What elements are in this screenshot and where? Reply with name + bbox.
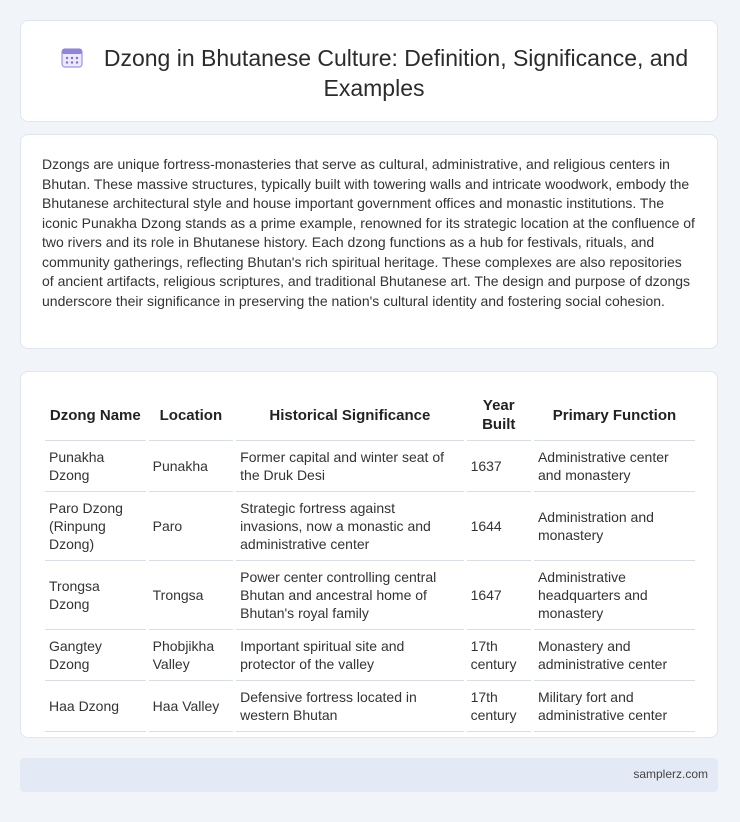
table-row — [45, 561, 695, 630]
cell-dzong-name: Trongsa Dzong — [45, 561, 146, 630]
cell-significance: Defensive fortress located in western Bhutan — [236, 681, 463, 732]
cell-significance: Important spiritual site and protector of the valley — [236, 630, 463, 681]
cell-function: Administration and monastery — [534, 492, 695, 561]
cell-year: 17th century — [467, 681, 531, 732]
table-header-row — [45, 392, 695, 441]
cell-dzong-name: Gangtey Dzong — [45, 630, 146, 681]
table-row — [45, 681, 695, 732]
cell-significance: Power center controlling central Bhutan and ancestral home of Bhutan's royal family — [236, 561, 463, 630]
footer-bar — [20, 758, 718, 792]
cell-function: Administrative headquarters and monastery — [534, 561, 695, 630]
header-historical-significance: Historical Significance — [236, 392, 463, 441]
cell-location: Punakha — [149, 441, 234, 492]
header-location: Location — [149, 392, 234, 441]
header-card — [20, 20, 718, 122]
header-primary-function: Primary Function — [534, 392, 695, 441]
cell-dzong-name: Paro Dzong (Rinpung Dzong) — [45, 492, 146, 561]
table-card — [20, 371, 718, 738]
cell-function: Monastery and administrative center — [534, 630, 695, 681]
table-row — [45, 630, 695, 681]
cell-function: Administrative center and monastery — [534, 441, 695, 492]
cell-dzong-name: Haa Dzong — [45, 681, 146, 732]
cell-year: 1647 — [467, 561, 531, 630]
dzong-table — [42, 392, 698, 732]
cell-location: Trongsa — [149, 561, 234, 630]
intro-paragraph: Dzongs are unique fortress-monasteries that serve as cultural, administrative, and religious centers in Bhutan. These massive structures, typically built with towering walls and intricate woodwork, embody the Bhutanese architectural style and house important government offices and monastic institutions. The iconic Punakha Dzong stands as a prime example, renowned for its strategic location at the confluence of two rivers and its role in Bhutanese history. Each dzong functions as a hub for festivals, rituals, and community gatherings, reflecting Bhutan's rich spiritual heritage. These complexes are also repositories of ancient artifacts, religious scriptures, and traditional Bhutanese art. The design and purpose of dzongs underscore their significance in preserving the nation's cultural identity and fostering social cohesion. — [42, 156, 695, 309]
header-dzong-name: Dzong Name — [45, 392, 146, 441]
header-year-built: Year Built — [467, 392, 531, 441]
cell-function: Military fort and administrative center — [534, 681, 695, 732]
cell-year: 17th century — [467, 630, 531, 681]
table-row — [45, 492, 695, 561]
cell-location: Phobjikha Valley — [149, 630, 234, 681]
cell-significance: Strategic fortress against invasions, now a monastic and administrative center — [236, 492, 463, 561]
page-title-wrap — [51, 43, 697, 103]
calendar-icon — [60, 45, 84, 69]
footer-site-link[interactable]: samplerz.com — [633, 767, 708, 781]
intro-card — [20, 134, 718, 349]
table-row — [45, 441, 695, 492]
cell-significance: Former capital and winter seat of the Druk Desi — [236, 441, 463, 492]
cell-year: 1644 — [467, 492, 531, 561]
cell-dzong-name: Punakha Dzong — [45, 441, 146, 492]
cell-location: Haa Valley — [149, 681, 234, 732]
cell-year: 1637 — [467, 441, 531, 492]
cell-location: Paro — [149, 492, 234, 561]
page-title: Dzong in Bhutanese Culture: Definition, Significance, and Examples — [103, 45, 689, 101]
